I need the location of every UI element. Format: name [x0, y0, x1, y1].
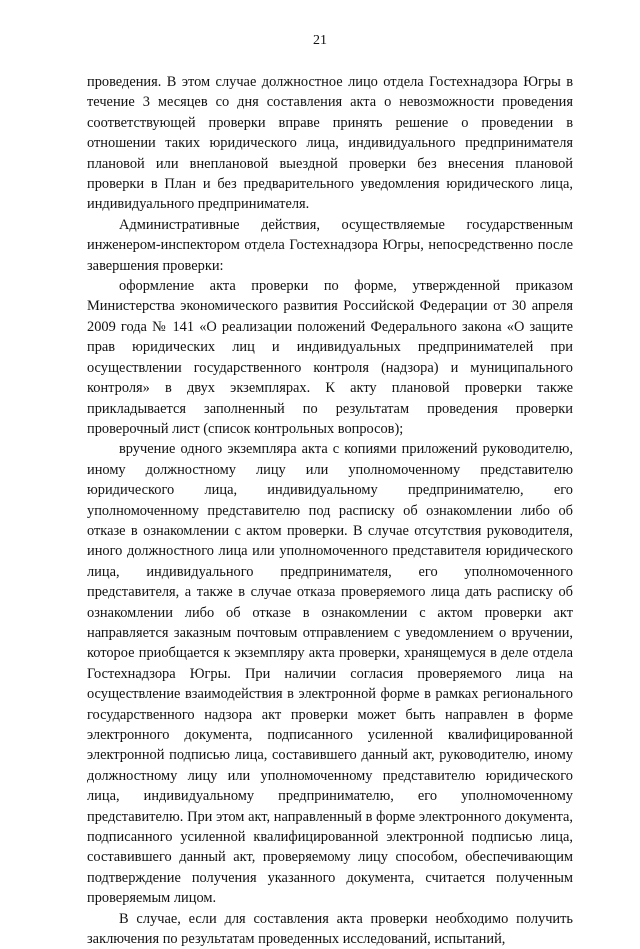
document-body — [87, 72, 573, 949]
paragraph-continuation: проведения. В этом случае должностное лицо отдела Гостехнадзора Югры в течение 3 месяцев со дня составления акта о невозможности проведения соответствующей проверки вправе принять решение о проведении в отношении таких юридического лица, индивидуального предпринимателя плановой или внеплановой выездной проверки без внесения плановой проверки в План и без предварительного уведомления юридического лица, индивидуального предпринимателя. — [87, 74, 573, 213]
paragraph-act-delivery: вручение одного экземпляра акта с копиями приложений руководителю, иному должностному лицу или уполномоченному представителю юридического лица, индивидуальному предпринимателю, его уполномоченному представителю под расписку об ознакомлении либо об отказе в ознакомлении с актом проверки. В случае отсутствия руководителя, иного должностного лица или уполномоченного представителя юридического лица, индивидуального предпринимателя, его уполномоченного представителя, а также в случае отказа проверяемого лица дать расписку об ознакомлении либо об отказе в ознакомлении с актом проверки акт направляется заказным почтовым отправлением с уведомлением о вручении, которое приобщается к экземпляру акта проверки, хранящемуся в деле отдела Гостехнадзора Югры. При наличии согласия проверяемого лица на осуществление взаимодействия в электронной форме в рамках регионального государственного надзора акт проверки может быть направлен в форме электронного документа, подписанного усиленной квалифицированной электронной подписью лица, составившего данный акт, руководителю, иному должностному лицу или уполномоченному представителю юридического лица, индивидуальному предпринимателю, его уполномоченному представителю. При этом акт, направленный в форме электронного документа, подписанного усиленной квалифицированной электронной подписью лица, составившего данный акт, проверяемому лицу способом, обеспечивающим подтверждение получения указанного документа, считается полученным проверяемым лицом. — [87, 441, 573, 907]
page-number: 21 — [313, 33, 327, 48]
paragraph-administrative-actions: Административные действия, осуществляемые государственным инженером-инспектором отдела Гостехнадзора Югры, непосредственно после завершения проверки: — [87, 216, 573, 274]
paragraph-act-preparation: оформление акта проверки по форме, утвержденной приказом Министерства экономического развития Российской Федерации от 30 апреля 2009 года № 141 «О реализации положений Федерального закона «О защите прав юридических лиц и индивидуальных предпринимателей при осуществлении государственного контроля (надзора) и муниципального контроля» в двух экземплярах. К акту плановой проверки также прикладывается заполненный по результатам проведения проверки проверочный лист (список контрольных вопросов); — [87, 278, 573, 437]
paragraph-expert-conclusions: В случае, если для составления акта проверки необходимо получить заключения по результатам проведенных исследований, испытаний, — [87, 910, 573, 948]
